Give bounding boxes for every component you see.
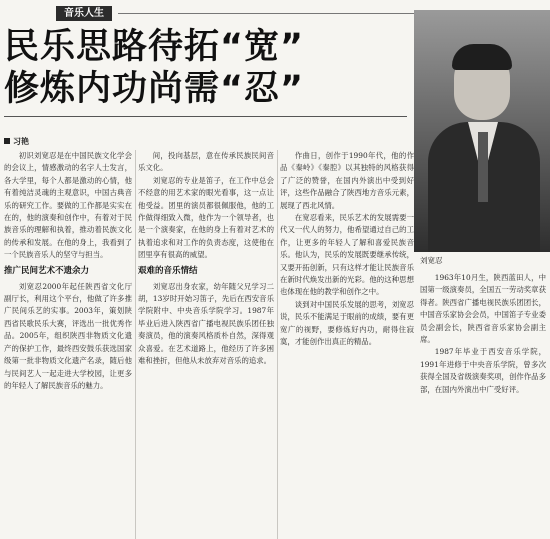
byline-author: 习艳 [13, 137, 29, 146]
headline-line-1: 民乐思路待拓“宽” [4, 27, 305, 67]
paragraph: 刘宽忍的专业是笛子，在工作中总会不经意的用艺术家的眼光看事，这一点让他受益。团里的演员都很佩服他，他的工作做得细致入微，他作为一个领导者，也是一个演奏家，在他的身上有着对艺术的执着追求和对工作的负责态度，这使他在团里享有很高的威望。 [138, 175, 274, 260]
paragraph: 初识刘宽忍是在中国民族文化学会的会议上，情感激动的名字人士发言，各大学里，每个人都是激动的心情，他有着纯洁灵魂的主观意识，中国古典音乐的研究工作。要做的工作都是实实在在的，他的演奏和创作中，有着对于民族音乐的理解和执着，推动着民族文化的传承和发展。在他的身上，我看到了一个民族音乐人的坚守与担当。 [4, 151, 132, 260]
bio-column [420, 272, 546, 539]
article-column-1 [4, 150, 132, 539]
paragraph: 作曲日，创作于1990年代，他的作品《秦岭》《秦腔》以其独特的风格获得了广泛的赞誉，在国内外演出中受到好评，这些作品融合了陕西地方音乐元素，展现了西北风情。 [280, 151, 414, 210]
column-divider [135, 150, 136, 539]
photo-caption: 刘宽忍 [420, 256, 443, 265]
column-divider [277, 150, 278, 539]
paragraph: 1963年10月生，陕西蓝田人，中国第一级演奏员，全国五一劳动奖章获得者。陕西省广播电视民族乐团团长，中国音乐家协会会员，中国笛子专业委员会副会长，陕西省音乐家协会副主席。 [420, 273, 546, 345]
paragraph: 谈到对中国民乐发展的思考，刘宽忍说，民乐不能满足于眼前的成绩，要有更宽广的视野，要修炼好内功，耐得住寂寞，才能创作出真正的精品。 [280, 299, 414, 347]
paragraph: 刘宽忍出身农家，幼年随父兄学习二胡，13岁时开始习笛子，先后在西安音乐学院附中、中央音乐学院学习。1987年毕业后进入陕西省广播电视民族乐团任独奏演员，他的演奏风格质朴自然，深得观众喜爱。在艺术道路上，他经历了许多困难和挫折，但他从未放弃对音乐的追求。 [138, 281, 274, 366]
subheading: 艰难的音乐情结 [138, 265, 198, 276]
headline [4, 26, 406, 110]
section-rule [118, 13, 418, 14]
paragraph: 1987年毕业于西安音乐学院，1991年进修于中央音乐学院，曾多次获得全国及省级演奏奖项，创作作品多部，在国内外演出中广受好评。 [420, 347, 546, 394]
byline-square-icon [4, 138, 10, 144]
headline-rule [4, 116, 407, 117]
article-column-3 [280, 150, 414, 539]
paragraph: 在宽忍看来，民乐艺术的发展需要一代又一代人的努力，他希望通过自己的工作，让更多的年轻人了解和喜爱民族音乐。他认为，民乐的发展既要继承传统，又要开拓创新，只有这样才能让民族音乐在新时代焕发出新的光彩。他的这种思想也体现在他的教学和创作之中。 [280, 213, 414, 297]
subheading: 推广民间艺术不遗余力 [4, 265, 90, 276]
portrait-photo [414, 10, 550, 252]
article-column-2 [138, 150, 274, 539]
paragraph: 间，投向基层，意在传承民族民间音乐文化。 [138, 151, 274, 173]
byline [4, 136, 29, 147]
portrait-hair [452, 44, 512, 70]
headline-line-2: 修炼内功尚需“忍” [4, 69, 305, 109]
portrait-tie [478, 132, 488, 202]
paragraph: 刘宽忍2000年起任陕西省文化厅副厅长，利用这个平台，他做了许多推广民间乐艺的实事。2003年，策划陕西省民歌民乐大赛，评选出一批优秀作品。2005年，组织陕西非物质文化遗产的保护工作，最终西安鼓乐获选国家级第一批非物质文化遗产名录，随后他与民间艺人一起走进大学校园，让更多的年轻人了解民族音乐的魅力。 [4, 281, 132, 390]
section-tag: 音乐人生 [56, 6, 112, 21]
